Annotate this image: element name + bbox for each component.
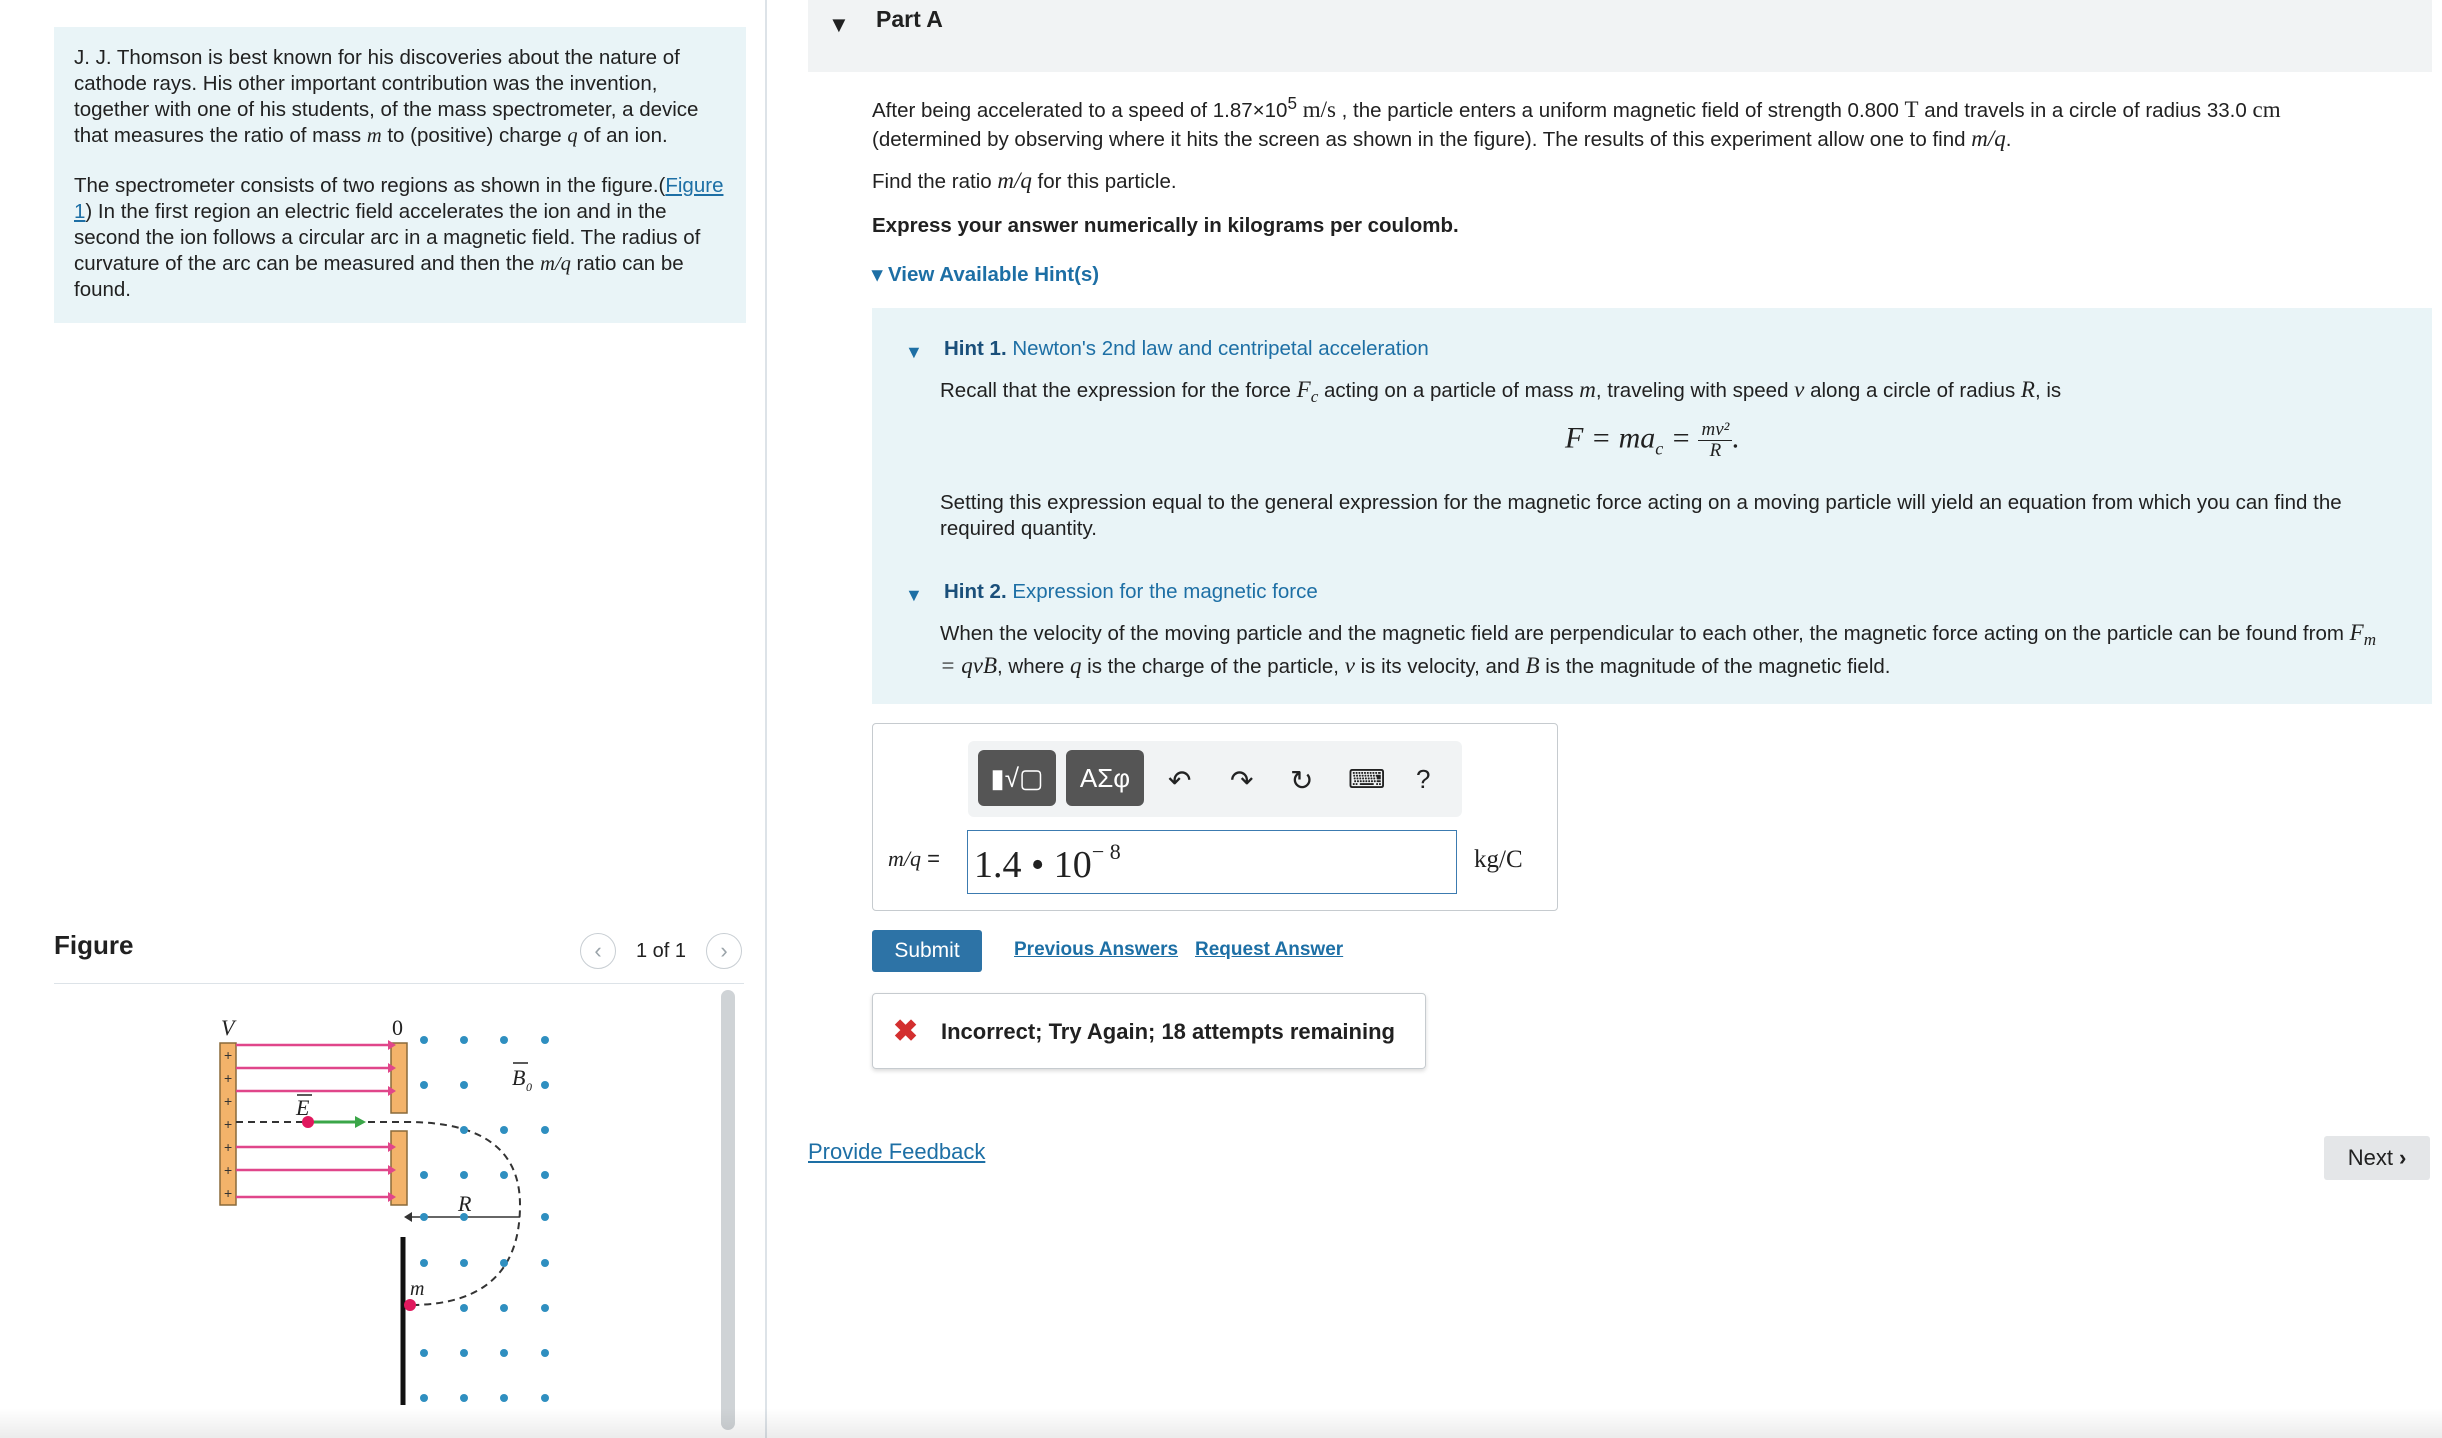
intro-text: of an ion. [577, 124, 668, 147]
problem-statement [872, 90, 2372, 154]
var-m-sub: m [2363, 630, 2377, 650]
provide-feedback-link[interactable]: Provide Feedback [808, 1139, 986, 1164]
eq-denominator: R [1709, 440, 1722, 461]
figure-title: Figure [54, 930, 134, 960]
speed-exponent: 5 [1287, 94, 1297, 113]
problem-text: . [2005, 127, 2012, 151]
answer-input[interactable] [967, 830, 1457, 894]
hint-2-number: Hint 2. [944, 580, 1007, 603]
previous-answers-link[interactable]: Previous Answers [1014, 939, 1179, 960]
reset-icon[interactable]: ↻ [1290, 765, 1314, 796]
eq-sub: c [1655, 438, 1664, 459]
var-v: v [1344, 653, 1355, 679]
chevron-right-icon: › [2398, 1145, 2407, 1170]
templates-icon[interactable]: ▮√▢ [978, 750, 1056, 806]
intro-text: ) In the first region an electric field accelerates the ion and in the second the ion follows a circular arc in a magnetic field. The radius of curvature of the arc can be measured and then the [74, 200, 701, 275]
problem-text: After being accelerated to a speed of 1.87×10 [872, 98, 1288, 122]
help-button[interactable]: ? [1416, 764, 1431, 794]
redo-icon[interactable]: ↷ [1230, 765, 1254, 796]
label-V: V [221, 1015, 235, 1040]
problem-text: and travels in a circle of radius 33.0 [1918, 98, 2253, 122]
svg-text:+: + [224, 1162, 233, 1178]
hint-text: Recall that the expression for the force [940, 379, 1297, 402]
answer-instructions: Express your answer numerically in kilograms per coulomb. [872, 214, 1459, 237]
hint-text: along a circle of radius [1804, 379, 2021, 402]
hint-1-text [940, 377, 2380, 410]
find-text: Find the ratio [872, 170, 998, 193]
figure-pager-text: 1 of 1 [636, 940, 687, 962]
chevron-left-icon[interactable]: ‹ [580, 933, 616, 969]
label-m: m [410, 1278, 425, 1300]
intro-paragraph-1 [74, 45, 726, 149]
submit-button[interactable]: Submit [872, 930, 982, 972]
intro-panel [54, 27, 746, 323]
hint-text: is the magnitude of the magnetic field. [1539, 655, 1891, 679]
svg-text:+: + [224, 1185, 233, 1201]
hint-1-title: Newton's 2nd law and centripetal acceleration [1012, 337, 1429, 360]
find-text: for this particle. [1031, 170, 1177, 193]
chevron-right-icon[interactable]: › [706, 933, 742, 969]
hint-text: , traveling with speed [1595, 379, 1795, 402]
hint-text: , where [997, 655, 1070, 679]
answer-exponent: − 8 [1091, 839, 1121, 864]
intro-text: to (positive) charge [381, 124, 568, 147]
unit-ms: m/s [1296, 96, 1336, 122]
var-q: q [567, 125, 578, 147]
var-m-over-q: m/q [997, 168, 1032, 193]
view-hints-label: View Available Hint(s) [888, 263, 1100, 286]
request-answer-link[interactable]: Request Answer [1195, 939, 1344, 960]
svg-text:+: + [224, 1139, 233, 1155]
var-B: B [1525, 653, 1540, 679]
hint-2-text [940, 620, 2380, 680]
var-F: F [1296, 377, 1311, 402]
eq-fraction [1698, 420, 1732, 461]
column-divider [765, 0, 767, 1438]
var-R: R [2020, 377, 2035, 402]
intro-paragraph-2 [74, 173, 726, 303]
close-icon: ✖ [893, 1015, 919, 1048]
var-m-over-q: m/q [540, 253, 571, 275]
centripetal-equation [1565, 420, 1740, 461]
var-F: F [2349, 620, 2364, 645]
caret-down-icon[interactable]: ▼ [905, 342, 923, 362]
label-E: E [296, 1095, 310, 1120]
caret-down-icon: ▾ [872, 263, 888, 286]
hint-1-number: Hint 1. [944, 337, 1007, 360]
hint-1-text-2: Setting this expression equal to the general expression for the magnetic force acting on a moving particle will yield an equation from which you can find the required quantity. [940, 491, 2342, 540]
svg-text:+: + [224, 1116, 233, 1132]
answer-value: 1.4 • 10 [974, 844, 1092, 886]
part-title: Part A [876, 6, 943, 32]
answer-label-var: m/q [888, 846, 921, 871]
eq-numerator: mv² [1698, 420, 1732, 441]
problem-text: (determined by observing where it hits the screen as shown in the figure). The results of this experiment allow one to find [872, 127, 1972, 151]
negative-plate-top [391, 1043, 407, 1113]
hint-text: , is [2034, 379, 2062, 402]
next-label: Next [2347, 1145, 2393, 1170]
intro-text: J. J. Thomson is best known for his discoveries about the nature of cathode rays. His other important contribution was the invention, together with one of his students, of the mass spectrometer, a device that measures the ratio of mass [74, 46, 699, 147]
figure-scrollbar[interactable] [721, 990, 735, 1430]
figure-divider [54, 983, 744, 984]
label-B: B [512, 1065, 526, 1090]
symbols-button[interactable]: ΑΣφ [1066, 750, 1144, 806]
bottom-shade [0, 1408, 2442, 1438]
intro-text: ratio can be found. [74, 252, 684, 301]
svg-text:+: + [224, 1093, 233, 1109]
answer-label [888, 846, 940, 872]
svg-text:+: + [224, 1047, 233, 1063]
var-m: m [366, 125, 382, 147]
hint-2-header[interactable] [944, 580, 1318, 604]
problem-text: , the particle enters a uniform magnetic field of strength 0.800 [1335, 98, 1905, 122]
answer-unit: kg/C [1474, 846, 1523, 873]
unit-T: T [1904, 96, 1919, 122]
eq-lhs: F = ma [1565, 421, 1656, 455]
var-q: q [1069, 653, 1082, 679]
keyboard-icon[interactable]: ⌨ [1348, 764, 1386, 794]
radius-arrowhead [404, 1212, 412, 1222]
part-header[interactable] [808, 0, 2432, 72]
view-hints-toggle[interactable] [872, 262, 1099, 287]
find-ratio-text [872, 168, 1177, 194]
hint-text: acting on a particle of mass [1318, 379, 1580, 402]
undo-icon[interactable]: ↶ [1168, 765, 1192, 796]
caret-down-icon[interactable]: ▼ [828, 12, 850, 37]
feedback-text: Incorrect; Try Again; 18 attempts remaining [941, 1019, 1395, 1044]
var-m: m [1579, 377, 1596, 402]
eq-equals: = [1663, 421, 1699, 455]
hint-text: is the charge of the particle, [1081, 655, 1345, 679]
hint-text: is its velocity, and [1354, 655, 1526, 679]
next-button[interactable] [2324, 1136, 2430, 1180]
figure-1-link[interactable]: Figure 1 [74, 174, 724, 223]
mass-spectrometer-figure [200, 1005, 580, 1410]
caret-down-icon[interactable]: ▼ [905, 585, 923, 605]
plus-signs [224, 1047, 232, 1201]
hint-text: When the velocity of the moving particle and the magnetic field are perpendicular to each other, the magnetic force acting on the particle can be found from [940, 622, 2350, 645]
eq-period: . [1732, 421, 1740, 455]
unit-cm: cm [2252, 96, 2281, 122]
label-R: R [458, 1191, 472, 1216]
negative-plate-bottom [391, 1131, 407, 1205]
intro-text: The spectrometer consists of two regions as shown in the figure.( [74, 174, 666, 197]
ion-path [236, 1122, 520, 1305]
ion-particle-end [404, 1299, 416, 1311]
label-zero: 0 [392, 1015, 403, 1040]
var-c-sub: c [1310, 387, 1319, 407]
eq-qvB: = qvB [940, 653, 998, 679]
answer-label-eq: = [921, 846, 940, 871]
velocity-arrowhead [355, 1116, 366, 1128]
label-B-sub: 0 [526, 1080, 532, 1094]
svg-text:+: + [224, 1070, 233, 1086]
hint-2-title: Expression for the magnetic force [1012, 580, 1318, 603]
var-v: v [1794, 377, 1805, 402]
var-m-over-q: m/q [1971, 125, 2006, 151]
hint-1-header[interactable] [944, 337, 1429, 361]
